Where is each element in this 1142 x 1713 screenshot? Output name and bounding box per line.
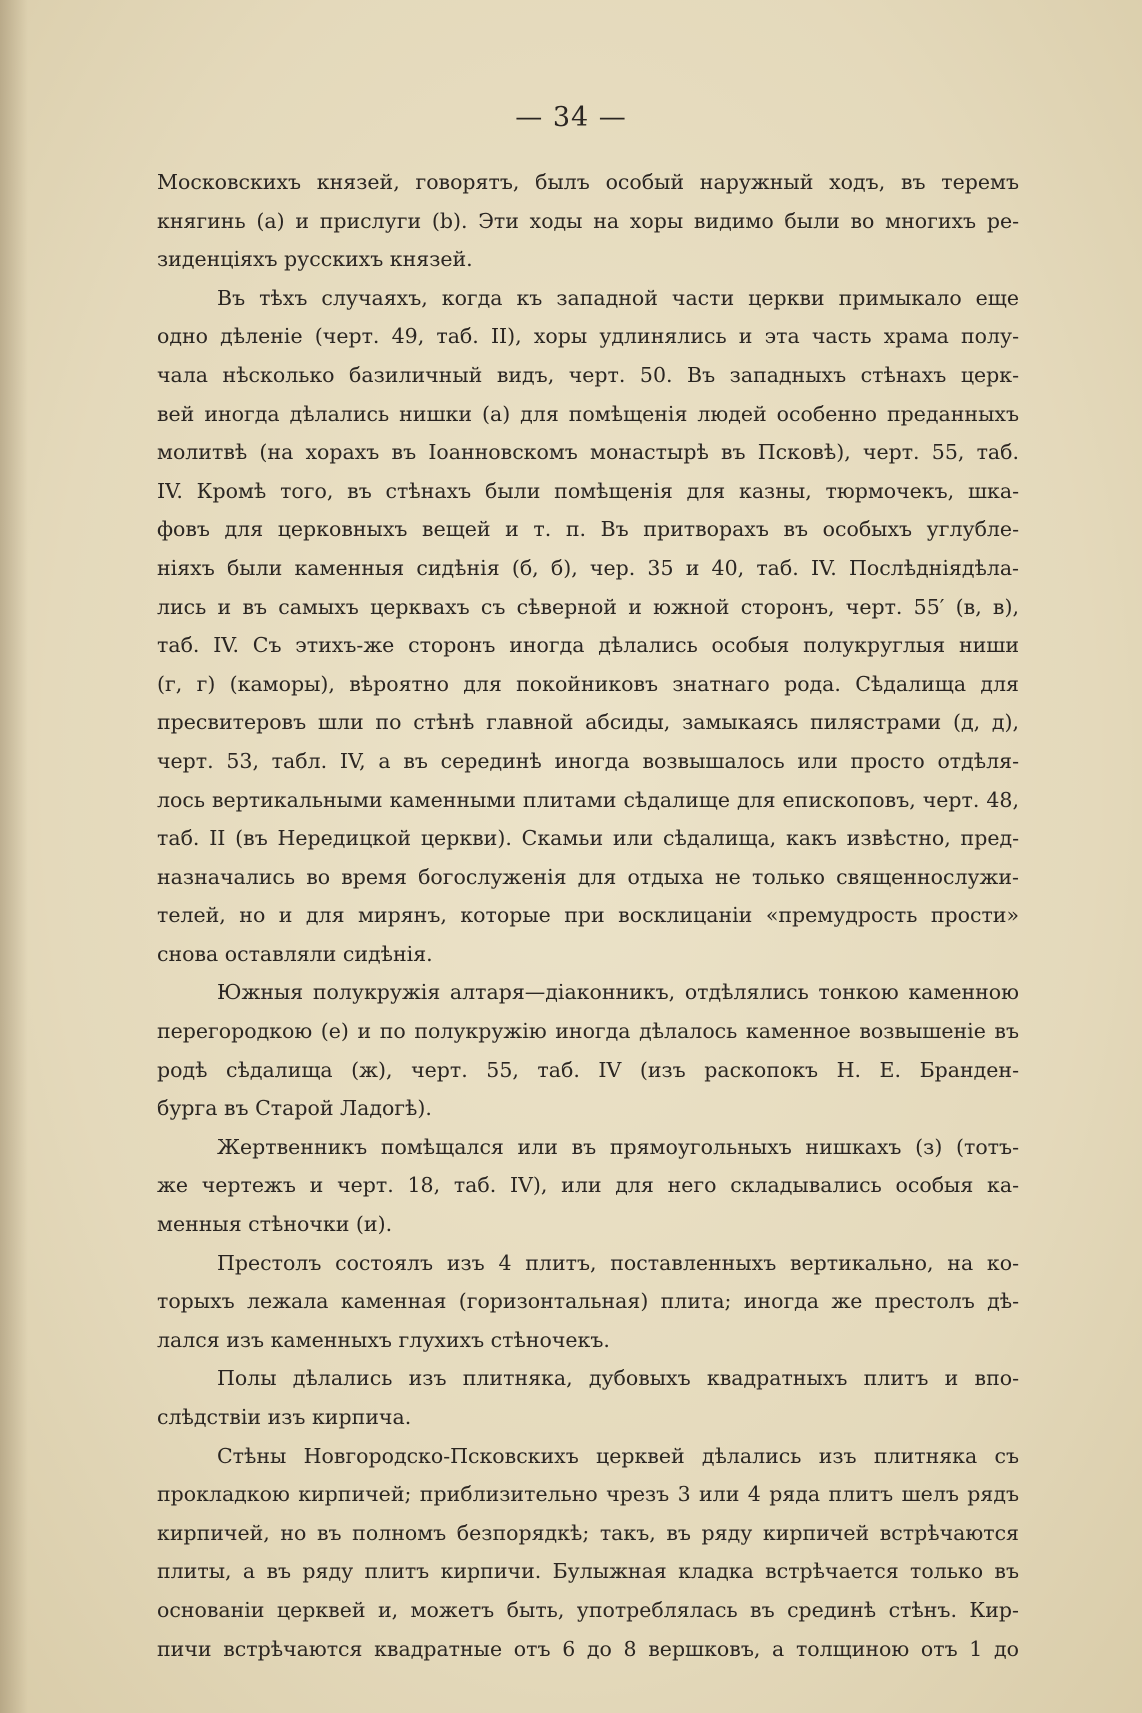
- text-line: же чертежъ и черт. 18, таб. IV), или для него складывались особыя ка-: [157, 1173, 1019, 1198]
- text-line: телей, но и для мирянъ, которые при восклицаніи «премудрость прости»: [157, 903, 1019, 928]
- text-line: назначались во время богослуженія для отдыха не только священнослужи-: [157, 864, 1019, 889]
- text-line: (г, г) (каморы), вѣроятно для покойниковъ знатнаго рода. Сѣдалища для: [157, 671, 1019, 696]
- text-line: Московскихъ князей, говорятъ, былъ особый наружный ходъ, въ теремъ: [157, 170, 1019, 194]
- text-line: зиденціяхъ русскихъ князей.: [157, 247, 473, 272]
- text-line: лось вертикальными каменными плитами сѣдалище для епископовъ, черт. 48,: [157, 787, 1019, 812]
- text-line: Жертвенникъ помѣщался или въ прямоугольныхъ нишкахъ (з) (тотъ-: [217, 1134, 1019, 1159]
- text-line: таб. IV. Съ этихъ-же сторонъ иногда дѣлались особыя полукруглыя ниши: [157, 633, 1019, 658]
- text-line: вей иногда дѣлались нишки (а) для помѣщенія людей особенно преданныхъ: [157, 401, 1019, 426]
- page-binding-shadow: [0, 0, 28, 1713]
- text-line: лись и въ самыхъ церквахъ съ сѣверной и южной сторонъ, черт. 55′ (в, в),: [157, 594, 1019, 619]
- text-line: торыхъ лежала каменная (горизонтальная) плита; иногда же престолъ дѣ-: [157, 1289, 1019, 1314]
- text-line: пресвитеровъ шли по стѣнѣ главной абсиды, замыкаясь пилястрами (д, д),: [157, 710, 1019, 735]
- text-line: прокладкою кирпичей; приблизительно чрезъ 3 или 4 ряда плитъ шелъ рядъ: [157, 1482, 1019, 1507]
- text-line: снова оставляли сидѣнія.: [157, 941, 433, 966]
- text-line: перегородкою (е) и по полукружію иногда дѣлалось каменное возвышеніе въ: [157, 1019, 1019, 1044]
- text-line: молитвѣ (на хорахъ въ Іоанновскомъ монастырѣ въ Псковѣ), черт. 55, таб.: [157, 440, 1019, 465]
- text-line: таб. II (въ Нередицкой церкви). Скамьи или сѣдалища, какъ извѣстно, пред-: [157, 826, 1019, 851]
- text-line: Въ тѣхъ случаяхъ, когда къ западной части церкви примыкало еще: [217, 285, 1019, 310]
- text-line: Стѣны Новгородско-Псковскихъ церквей дѣлались изъ плитняка съ: [217, 1443, 1019, 1468]
- text-line: родѣ сѣдалища (ж), черт. 55, таб. IV (изъ раскопокъ Н. Е. Бранден-: [157, 1057, 1019, 1082]
- text-line: пичи встрѣчаются квадратные отъ 6 до 8 вершковъ, а толщиною отъ 1 до: [157, 1636, 1019, 1661]
- text-line: княгинь (а) и прислуги (b). Эти ходы на хоры видимо были во многихъ ре-: [157, 208, 1019, 233]
- text-line: основаніи церквей и, можетъ быть, употреблялась въ срединѣ стѣнъ. Кир-: [157, 1597, 1019, 1622]
- text-line: ніяхъ были каменныя сидѣнія (б, б), чер. 35 и 40, таб. IV. Послѣдніядѣла-: [157, 555, 1019, 580]
- text-line: фовъ для церковныхъ вещей и т. п. Въ притворахъ въ особыхъ углубле-: [157, 517, 1019, 542]
- text-line: бурга въ Старой Ладогѣ).: [157, 1096, 432, 1121]
- text-line: слѣдствіи изъ кирпича.: [157, 1405, 412, 1429]
- text-line: одно дѣленіе (черт. 49, таб. II), хоры удлинялись и эта часть храма полу-: [157, 324, 1019, 349]
- page-number: — 34 —: [515, 102, 627, 133]
- text-line: лался изъ каменныхъ глухихъ стѣночекъ.: [157, 1327, 610, 1352]
- text-line: IV. Кромѣ того, въ стѣнахъ были помѣщенія для казны, тюрмочекъ, шка-: [157, 478, 1019, 503]
- text-line: кирпичей, но въ полномъ безпорядкѣ; такъ, въ ряду кирпичей встрѣчаются: [157, 1520, 1019, 1545]
- text-line: черт. 53, табл. IV, а въ серединѣ иногда возвышалось или просто отдѣля-: [157, 748, 1019, 773]
- text-line: плиты, а въ ряду плитъ кирпичи. Булыжная кладка встрѣчается только въ: [157, 1559, 1019, 1584]
- text-line: Южныя полукружія алтаря—діаконникъ, отдѣлялись тонкою каменною: [217, 980, 1019, 1005]
- text-line: Престолъ состоялъ изъ 4 плитъ, поставленныхъ вертикально, на ко-: [217, 1250, 1019, 1275]
- body-text: [157, 163, 1019, 1668]
- text-line: чала нѣсколько базиличный видъ, черт. 50. Въ западныхъ стѣнахъ церк-: [157, 362, 1019, 387]
- text-line: Полы дѣлались изъ плитняка, дубовыхъ квадратныхъ плитъ и впо-: [217, 1366, 1019, 1391]
- text-line: менныя стѣночки (и).: [157, 1212, 393, 1237]
